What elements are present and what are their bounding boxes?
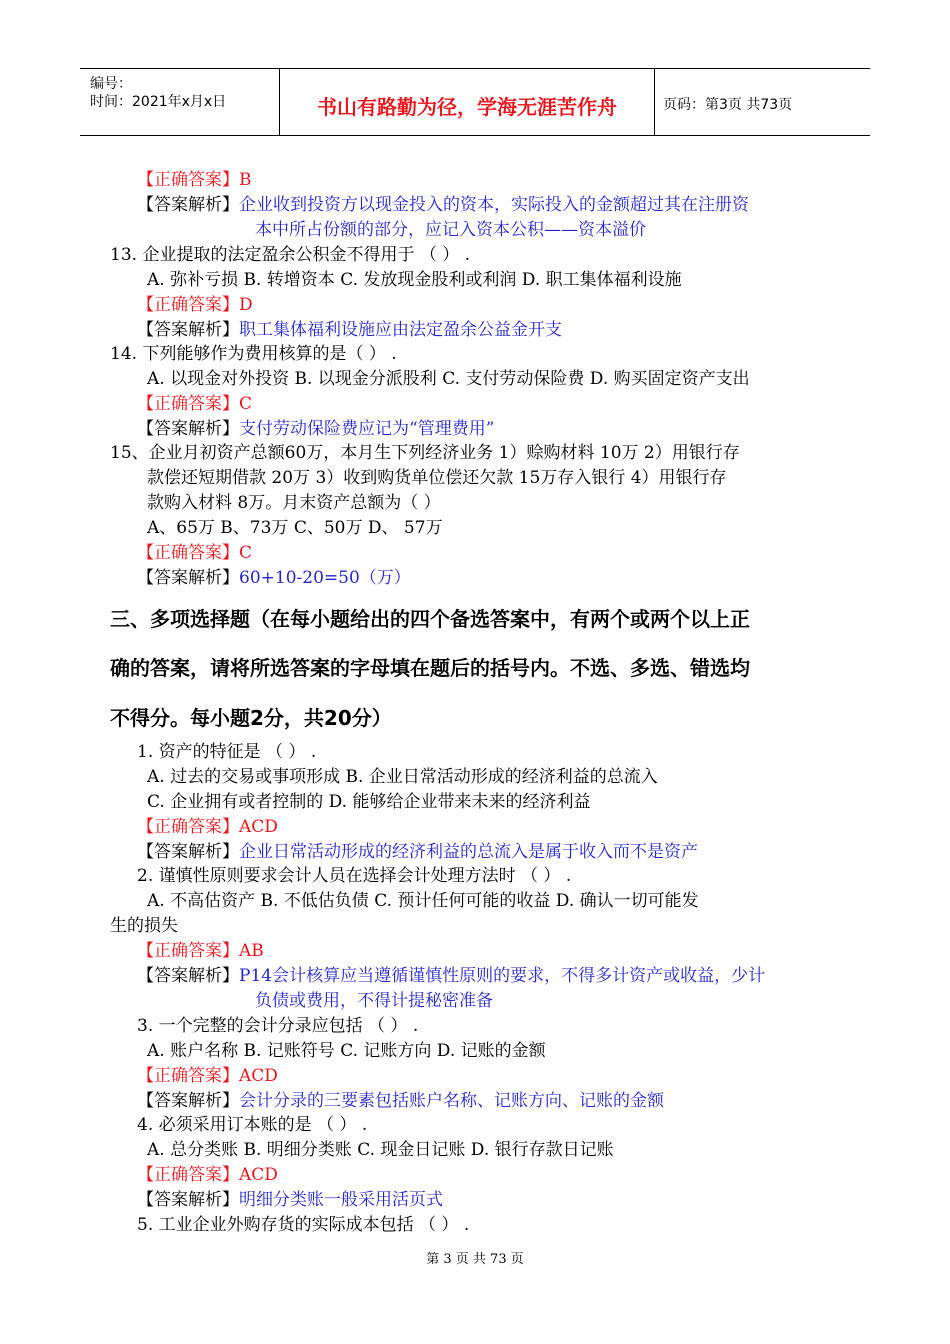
analysis-label: 【答案解析】: [137, 842, 239, 862]
section3-heading-3: 不得分。每小题2分，共20分）: [110, 706, 392, 730]
q12-answer: B: [239, 170, 252, 190]
m3-stem: 3. 一个完整的会计分录应包括 （ ） .: [137, 1016, 419, 1036]
header-meta-cell: [80, 69, 280, 135]
m1-options-2: C. 企业拥有或者控制的 D. 能够给企业带来未来的经济利益: [147, 792, 591, 812]
header-motto-cell: [280, 69, 655, 135]
m1-answer: ACD: [239, 817, 278, 837]
q15-analysis: 60+10-20=50（万）: [239, 568, 411, 588]
q12-answer-line: [137, 168, 252, 192]
number-label: 编号：: [90, 76, 132, 92]
m3-analysis: 会计分录的三要素包括账户名称、记账方向、记账的金额: [239, 1091, 664, 1111]
m2-analysis-2: 负债或费用，不得计提秘密准备: [255, 991, 493, 1011]
m4-analysis: 明细分类账一般采用活页式: [239, 1190, 443, 1210]
m4-options: A. 总分类账 B. 明细分类账 C. 现金日记账 D. 银行存款日记账: [147, 1140, 614, 1160]
correct-label: 【正确答案】: [137, 1066, 239, 1086]
q12-analysis-line: [137, 193, 749, 217]
q15-options: A、65万 B、73万 C、50万 D、 57万: [147, 518, 443, 538]
q14-answer-line: [137, 392, 252, 416]
q14-answer: C: [239, 394, 253, 414]
m4-answer: ACD: [239, 1165, 278, 1185]
header-page-cell: [655, 69, 870, 135]
m3-options: A. 账户名称 B. 记账符号 C. 记账方向 D. 记账的金额: [147, 1041, 546, 1061]
correct-label: 【正确答案】: [137, 543, 239, 563]
m1-analysis-line: [137, 840, 698, 864]
analysis-label: 【答案解析】: [137, 419, 239, 439]
q13-options: A. 弥补亏损 B. 转增资本 C. 发放现金股利或利润 D. 职工集体福利设施: [147, 270, 682, 290]
motto: 书山有路勤为径，学海无涯苦作舟: [317, 95, 617, 119]
correct-label: 【正确答案】: [137, 941, 239, 961]
m3-answer: ACD: [239, 1066, 278, 1086]
q14-analysis-line: [137, 417, 494, 441]
q13-analysis: 职工集体福利设施应由法定盈余公益金开支: [239, 320, 562, 340]
analysis-label: 【答案解析】: [137, 1091, 239, 1111]
q15-analysis-line: [137, 566, 411, 590]
correct-label: 【正确答案】: [137, 1165, 239, 1185]
q12-analysis-2: 本中所占份额的部分，应记入资本公积——资本溢价: [255, 220, 646, 240]
q15-answer-line: [137, 541, 252, 565]
m1-analysis: 企业日常活动形成的经济利益的总流入是属于收入而不是资产: [239, 842, 698, 862]
m3-analysis-line: [137, 1089, 664, 1113]
correct-label: 【正确答案】: [137, 295, 239, 315]
q13-analysis-line: [137, 318, 562, 342]
analysis-label: 【答案解析】: [137, 195, 239, 215]
m5-stem: 5. 工业企业外购存货的实际成本包括 （ ） .: [137, 1215, 470, 1235]
m3-answer-line: [137, 1064, 278, 1088]
m4-answer-line: [137, 1163, 278, 1187]
analysis-label: 【答案解析】: [137, 568, 239, 588]
m4-analysis-line: [137, 1188, 443, 1212]
m1-options-1: A. 过去的交易或事项形成 B. 企业日常活动形成的经济利益的总流入: [147, 767, 658, 787]
section3-heading-2: 确的答案，请将所选答案的字母填在题后的括号内。不选、多选、错选均: [110, 656, 750, 680]
m2-answer-line: [137, 939, 264, 963]
m2-options-2: 生的损失: [110, 916, 178, 936]
q14-analysis: 支付劳动保险费应记为“管理费用”: [239, 419, 495, 439]
correct-label: 【正确答案】: [137, 394, 239, 414]
q13-answer-line: [137, 293, 253, 317]
q14-stem: 14. 下列能够作为费用核算的是（ ） .: [110, 344, 397, 364]
m2-analysis-line: [137, 964, 765, 988]
m2-answer: AB: [239, 941, 264, 961]
q14-options: A. 以现金对外投资 B. 以现金分派股利 C. 支付劳动保险费 D. 购买固定资产支出: [147, 369, 750, 389]
m2-stem: 2. 谨慎性原则要求会计人员在选择会计处理方法时 （ ） .: [137, 866, 572, 886]
q15-stem-3: 款购入材料 8万。月末资产总额为（ ）: [147, 493, 441, 513]
analysis-label: 【答案解析】: [137, 1190, 239, 1210]
q15-stem-2: 款偿还短期借款 20万 3）收到购货单位偿还欠款 15万存入银行 4）用银行存: [147, 468, 727, 488]
page-footer: 第 3 页 共 73 页: [426, 1252, 524, 1267]
q13-answer: D: [239, 295, 253, 315]
m1-answer-line: [137, 815, 278, 839]
page-info: 页码：第3页 共73页: [663, 97, 793, 113]
q13-stem: 13. 企业提取的法定盈余公积金不得用于 （ ） .: [110, 245, 471, 265]
page-header: [80, 68, 870, 136]
q15-answer: C: [239, 543, 253, 563]
analysis-label: 【答案解析】: [137, 320, 239, 340]
m2-analysis-1: P14会计核算应当遵循谨慎性原则的要求，不得多计资产或收益，少计: [239, 966, 766, 986]
m2-options-1: A. 不高估资产 B. 不低估负债 C. 预计任何可能的收益 D. 确认一切可能发: [147, 891, 699, 911]
time-label: 时间：2021年x月x日: [90, 94, 227, 110]
correct-label: 【正确答案】: [137, 817, 239, 837]
section3-heading-1: 三、多项选择题（在每小题给出的四个备选答案中，有两个或两个以上正: [110, 607, 750, 631]
analysis-label: 【答案解析】: [137, 966, 239, 986]
correct-label: 【正确答案】: [137, 170, 239, 190]
m4-stem: 4. 必须采用订本账的是 （ ） .: [137, 1115, 368, 1135]
m1-stem: 1. 资产的特征是 （ ） .: [137, 742, 317, 762]
q12-analysis-1: 企业收到投资方以现金投入的资本，实际投入的金额超过其在注册资: [239, 195, 749, 215]
q15-stem-1: 15、企业月初资产总额60万，本月生下列经济业务 1）赊购材料 10万 2）用银行存: [110, 443, 740, 463]
